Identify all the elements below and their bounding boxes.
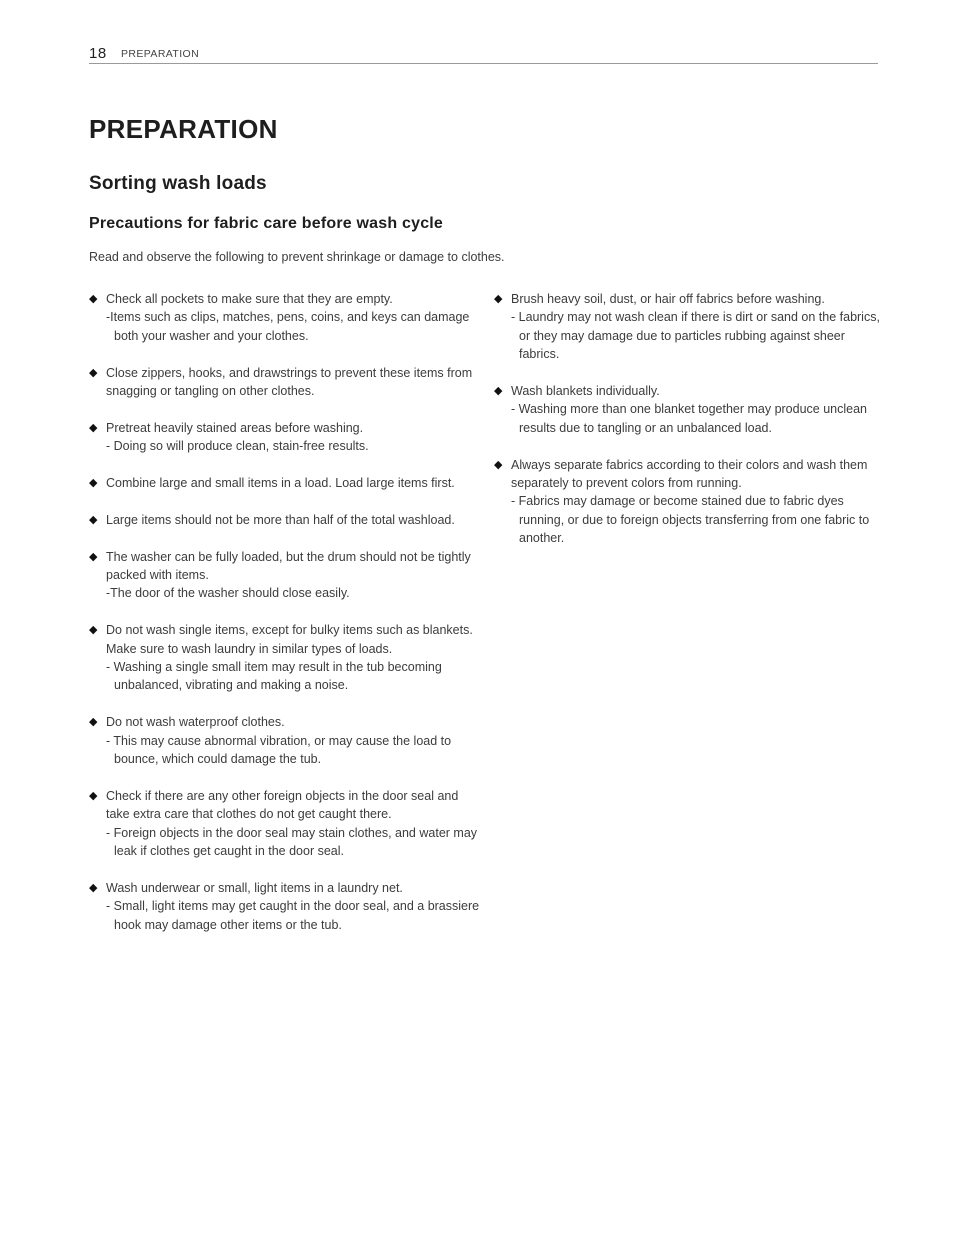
- precaution-item: [89, 621, 481, 695]
- page-title: PREPARATION: [89, 114, 278, 144]
- precaution-note: - Washing a single small item may result in the tub becoming unbalanced, vibrating and making a noise.: [106, 660, 442, 693]
- diamond-bullet-icon: ◆: [89, 550, 98, 563]
- diamond-bullet-icon: ◆: [89, 513, 98, 526]
- precaution-text: Check all pockets to make sure that they are empty.: [106, 292, 393, 306]
- precaution-item: [89, 474, 481, 492]
- diamond-bullet-icon: ◆: [89, 421, 98, 434]
- precaution-note: - Laundry may not wash clean if there is dirt or sand on the fabrics, or they may damage due to particles rubbing against sheer fabrics.: [511, 310, 880, 362]
- precaution-text: Do not wash single items, except for bulky items such as blankets. Make sure to wash laundry in similar types of loads.: [106, 623, 473, 656]
- precaution-note: -Items such as clips, matches, pens, coins, and keys can damage both your washer and your clothes.: [106, 310, 470, 343]
- precaution-text: Close zippers, hooks, and drawstrings to prevent these items from snagging or tangling on other clothes.: [106, 365, 473, 399]
- diamond-bullet-icon: ◆: [89, 477, 98, 490]
- page-number: 18: [89, 45, 107, 62]
- subsection-title: Precautions for fabric care before wash cycle: [89, 215, 444, 232]
- precaution-note: - This may cause abnormal vibration, or may cause the load to bounce, which could damage the tub.: [106, 733, 452, 767]
- precaution-note: - Foreign objects in the door seal may stain clothes, and water may leak if clothes get caught in the door seal.: [106, 825, 478, 859]
- diamond-bullet-icon: ◆: [494, 385, 503, 398]
- diamond-bullet-icon: ◆: [89, 716, 98, 729]
- diamond-bullet-icon: ◆: [89, 789, 98, 802]
- intro-paragraph: Read and observe the following to prevent shrinkage or damage to clothes.: [89, 250, 505, 264]
- precaution-text: The washer can be fully loaded, but the drum should not be tightly packed with items.: [106, 549, 471, 583]
- precaution-item: [89, 879, 481, 934]
- diamond-bullet-icon: ◆: [494, 293, 503, 305]
- precaution-item: [89, 787, 481, 861]
- diamond-bullet-icon: ◆: [89, 293, 98, 305]
- section-title: Sorting wash loads: [89, 173, 267, 194]
- precaution-text: Wash blankets individually.: [511, 384, 660, 399]
- page-header: [89, 44, 878, 64]
- precaution-item: [89, 713, 481, 768]
- precaution-text: Do not wash waterproof clothes.: [106, 715, 285, 730]
- precaution-note: - Washing more than one blanket together may produce unclean results due to tangling or an unbalanced load.: [511, 402, 867, 435]
- diamond-bullet-icon: ◆: [89, 366, 98, 379]
- precaution-item: [89, 511, 481, 529]
- precaution-item: [494, 290, 886, 364]
- precaution-item: [89, 364, 481, 401]
- precaution-item: [89, 548, 481, 603]
- precaution-text: Large items should not be more than half of the total washload.: [106, 512, 455, 527]
- diamond-bullet-icon: ◆: [89, 624, 98, 637]
- diamond-bullet-icon: ◆: [494, 458, 503, 471]
- right-precautions-list: [494, 290, 886, 566]
- precaution-text: Pretreat heavily stained areas before washing.: [106, 420, 364, 435]
- precaution-text: Always separate fabrics according to their colors and wash them separately to prevent colors from running.: [511, 457, 868, 491]
- precaution-text: Combine large and small items in a load. Load large items first.: [106, 476, 455, 491]
- precaution-note: - Small, light items may get caught in the door seal, and a brassiere hook may damage other items or the tub.: [106, 899, 480, 932]
- precaution-text: Wash underwear or small, light items in a laundry net.: [106, 880, 403, 895]
- precaution-text: Check if there are any other foreign objects in the door seal and take extra care that clothes do not get caught there.: [106, 788, 459, 822]
- left-precautions-list: [89, 290, 481, 952]
- diamond-bullet-icon: ◆: [89, 881, 98, 894]
- precaution-text: Brush heavy soil, dust, or hair off fabrics before washing.: [511, 292, 825, 306]
- precaution-item: [89, 419, 481, 456]
- precaution-note: - Doing so will produce clean, stain-free results.: [106, 439, 369, 454]
- precaution-note: -The door of the washer should close easily.: [106, 586, 350, 601]
- precaution-item: [89, 290, 481, 345]
- header-section-label: PREPARATION: [121, 48, 200, 60]
- precaution-item: [494, 456, 886, 548]
- precaution-note: - Fabrics may damage or become stained due to fabric dyes running, or due to foreign objects transferring from one fabric to another.: [511, 494, 870, 546]
- precaution-item: [494, 382, 886, 437]
